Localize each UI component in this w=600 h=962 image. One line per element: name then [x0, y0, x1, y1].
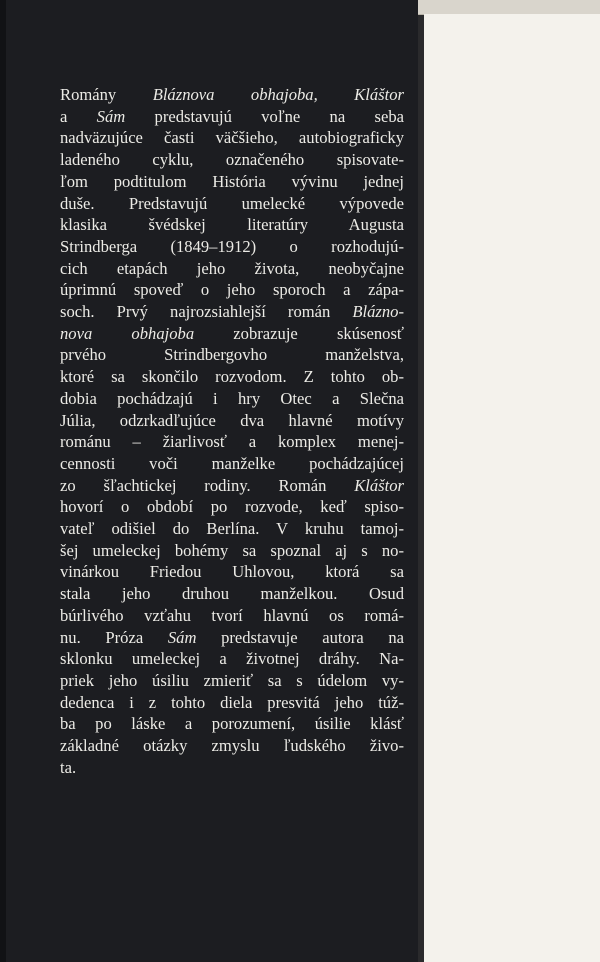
blurb-italic-title: Kláštor [354, 475, 404, 495]
blurb-line: ktoré sa skončilo rozvodom. Z tohto ob- [60, 367, 404, 387]
blurb-italic-title: nova obhajoba [60, 323, 195, 343]
blurb-line [60, 106, 404, 128]
blurb-line: základné otázky zmyslu ľudského živo- [60, 736, 404, 756]
blurb-line: úprimnú spoveď o jeho sporoch a zápa- [60, 280, 404, 300]
blurb-line: cennosti voči manželke pochádzajúcej [60, 453, 404, 473]
blurb-text [60, 84, 404, 779]
top-paper-strip [418, 0, 600, 15]
blurb-line: cich etapách jeho života, neobyčajne [60, 258, 404, 278]
blurb-line: hovorí o období po rozvode, keď spiso- [60, 497, 404, 517]
blurb-line: dobia pochádzajú i hry Otec a Slečna [60, 388, 404, 408]
cream-flap-panel [424, 14, 600, 962]
blurb-line: ba po láske a porozumení, úsilie klásť [60, 714, 404, 734]
blurb-line: ladeného cyklu, označeného spisovate- [60, 150, 404, 170]
blurb-text-segment: nu. Próza [60, 627, 168, 647]
blurb-line [60, 475, 404, 497]
blurb-text-segment: soch. Prvý najrozsiahlejší román [60, 302, 353, 322]
blurb-italic-title: Bláznova obhajoba, Kláštor [152, 85, 404, 104]
blurb-line [60, 84, 404, 106]
blurb-line: prvého Strindbergovho manželstva, [60, 345, 404, 365]
blurb-line: klasika švédskej literatúry Augusta [60, 215, 404, 235]
blurb-line [60, 627, 404, 649]
blurb-line: románu – žiarlivosť a komplex menej- [60, 432, 404, 452]
blurb-line: stala jeho druhou manželkou. Osud [60, 584, 404, 604]
blurb-line: vinárkou Friedou Uhlovou, ktorá sa [60, 562, 404, 582]
blurb-italic-title: Blázno- [352, 302, 404, 322]
blurb-line [60, 323, 404, 345]
blurb-text-segment: zo šľachtickej rodiny. Román [60, 475, 355, 495]
spine-edge [0, 0, 6, 962]
blurb-italic-title: Sám [96, 106, 126, 126]
blurb-line: vateľ odišiel do Berlína. V kruhu tamoj- [60, 519, 404, 539]
blurb-line: sklonku umeleckej a životnej dráhy. Na- [60, 649, 404, 669]
blurb-italic-title: Sám [167, 627, 197, 647]
blurb-line: ľom podtitulom História vývinu jednej [60, 171, 404, 191]
blurb-line: priek jeho úsiliu zmieriť sa s údelom vy- [60, 670, 404, 690]
blurb-line: Júlia, odzrkadľujúce dva hlavné motívy [60, 410, 404, 430]
blurb-line: búrlivého vzťahu tvorí hlavnú os romá- [60, 605, 404, 625]
blurb-line: dedenca i z tohto diela presvitá jeho túž- [60, 692, 404, 712]
blurb-line: šej umeleckej bohémy sa spoznal aj s no- [60, 540, 404, 560]
blurb-text-segment: predstavujú voľne na seba [125, 106, 404, 126]
blurb-line: nadväzujúce časti väčšieho, autobiograficky [60, 128, 404, 148]
blurb-text-segment: zobrazuje skúsenosť [194, 323, 404, 343]
blurb-line [60, 301, 404, 323]
blurb-line: duše. Predstavujú umelecké výpovede [60, 193, 404, 213]
blurb-text-segment: Romány [60, 85, 153, 104]
blurb-line: ta. [60, 757, 77, 777]
blurb-line: Strindberga (1849–1912) o rozhodujú- [60, 236, 404, 256]
blurb-text-segment: a [60, 106, 97, 126]
blurb-text-segment: predstavuje autora na [196, 627, 404, 647]
